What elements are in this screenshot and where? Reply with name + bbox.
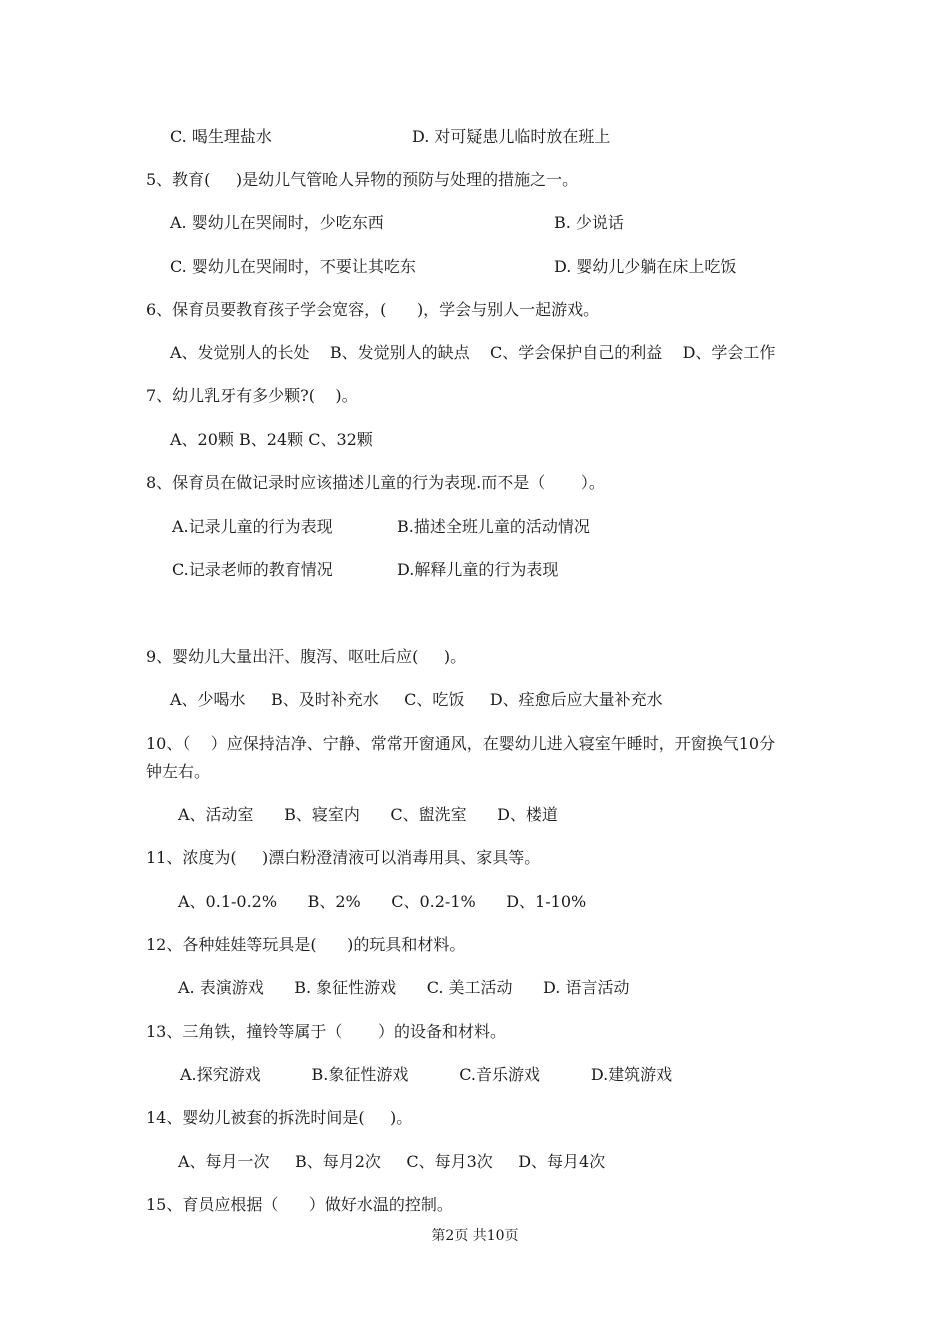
question-8-option-b: B.描述全班儿童的活动情况	[397, 517, 590, 536]
question-8-option-d: D.解释儿童的行为表现	[397, 560, 559, 579]
question-8: 8、保育员在做记录时应该描述儿童的行为表现.而不是（ ）。	[146, 473, 605, 492]
question-4-option-d: D. 对可疑患儿临时放在班上	[412, 127, 611, 146]
question-13: 13、三角铁，撞铃等属于（ ）的设备和材料。	[146, 1022, 506, 1041]
question-11-options: A、0.1-0.2% B、2% C、0.2-1% D、1-10%	[178, 892, 587, 911]
question-10-options: A、活动室 B、寝室内 C、盥洗室 D、楼道	[178, 805, 558, 824]
page-number-footer: 第2页 共10页	[431, 1228, 519, 1244]
question-15: 15、育员应根据（ ）做好水温的控制。	[146, 1195, 453, 1214]
question-8-option-c: C.记录老师的教育情况	[172, 560, 333, 579]
question-12-options: A. 表演游戏 B. 象征性游戏 C. 美工活动 D. 语言活动	[178, 978, 630, 997]
question-7-options: A、20颗 B、24颗 C、32颗	[170, 430, 373, 449]
question-5-option-d: D. 婴幼儿少躺在床上吃饭	[554, 257, 737, 276]
question-5-option-b: B. 少说话	[554, 213, 624, 232]
question-5-option-a: A. 婴幼儿在哭闹时，少吃东西	[170, 213, 384, 232]
question-4-option-c: C. 喝生理盐水	[170, 127, 272, 146]
question-5: 5、教育( )是幼儿气管呛人异物的预防与处理的措施之一。	[146, 170, 579, 189]
question-6-options: A、发觉别人的长处 B、发觉别人的缺点 C、学会保护自己的利益 D、学会工作	[170, 343, 776, 362]
question-10-continued: 钟左右。	[146, 762, 211, 781]
question-11: 11、浓度为( )漂白粉澄清液可以消毒用具、家具等。	[146, 848, 541, 867]
question-14-options: A、每月一次 B、每月2次 C、每月3次 D、每月4次	[178, 1152, 606, 1171]
question-12: 12、各种娃娃等玩具是( )的玩具和材料。	[146, 935, 466, 954]
question-8-option-a: A.记录儿童的行为表现	[172, 517, 333, 536]
question-9: 9、婴幼儿大量出汗、腹泻、呕吐后应( )。	[146, 647, 467, 666]
question-14: 14、婴幼儿被套的拆洗时间是( )。	[146, 1108, 413, 1127]
question-13-options: A.探究游戏 B.象征性游戏 C.音乐游戏 D.建筑游戏	[180, 1065, 673, 1084]
question-7: 7、幼儿乳牙有多少颗?( )。	[146, 386, 358, 405]
question-9-options: A、少喝水 B、及时补充水 C、吃饭 D、痊愈后应大量补充水	[170, 690, 663, 709]
question-5-option-c: C. 婴幼儿在哭闹时，不要让其吃东	[170, 257, 416, 276]
question-10: 10、（ ）应保持洁净、宁静、常常开窗通风，在婴幼儿进入寝室午睡时，开窗换气10分	[146, 734, 776, 753]
question-6: 6、保育员要教育孩子学会宽容，( )，学会与别人一起游戏。	[146, 300, 600, 319]
